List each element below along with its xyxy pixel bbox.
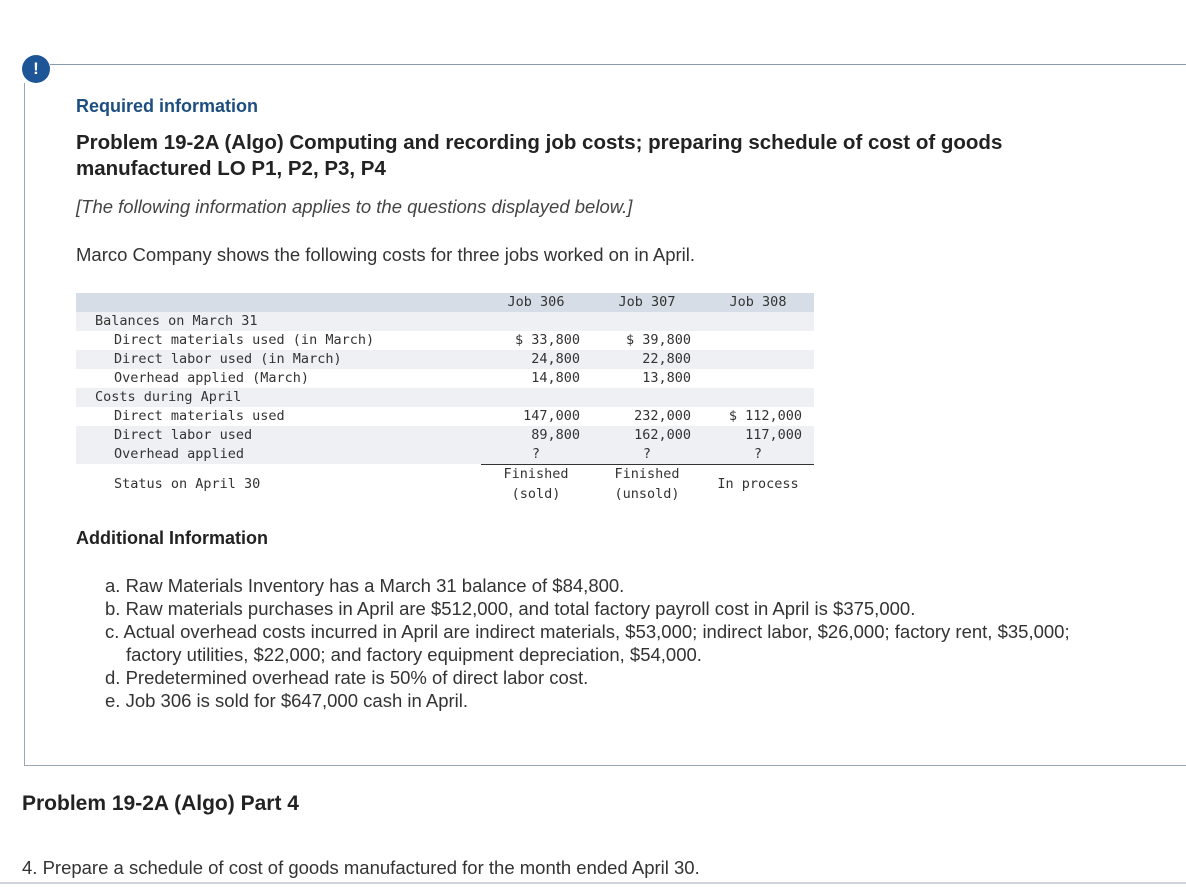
required-info-heading: Required information xyxy=(76,96,259,116)
cell-value: ? xyxy=(753,446,763,462)
part-title: Problem 19-2A (Algo) Part 4 xyxy=(22,792,299,815)
header-job-306: Job 306 xyxy=(507,294,565,310)
question-text: 4. Prepare a schedule of cost of goods manufactured for the month ended April 30. xyxy=(22,857,700,878)
list-item: a. Raw Materials Inventory has a March 31 balance of $84,800. xyxy=(105,575,625,596)
status-job-307-line2: (unsold) xyxy=(614,486,680,502)
bottom-divider xyxy=(0,882,1186,884)
status-job-306-line2: (sold) xyxy=(511,486,561,502)
cell-value: $ 33,800 xyxy=(514,332,580,348)
info-note: [The following information applies to the questions displayed below.] xyxy=(76,196,633,217)
section-april: Costs during April xyxy=(95,389,242,405)
top-divider xyxy=(50,64,1186,65)
row-label: Direct materials used xyxy=(114,408,285,424)
status-job-307-line1: Finished xyxy=(614,466,680,482)
row-label: Direct labor used (in March) xyxy=(114,351,342,367)
status-job-308: In process xyxy=(717,476,799,492)
status-job-306-line1: Finished xyxy=(503,466,569,482)
cell-value: 147,000 xyxy=(523,408,580,424)
cell-value: ? xyxy=(642,446,652,462)
additional-info-list xyxy=(105,574,1105,712)
cell-value: 14,800 xyxy=(531,370,580,386)
section-march: Balances on March 31 xyxy=(95,313,258,329)
header-job-308: Job 308 xyxy=(729,294,787,310)
cell-value: 24,800 xyxy=(531,351,580,367)
row-label: Direct materials used (in March) xyxy=(114,332,375,348)
table-underline xyxy=(481,464,814,465)
header-job-307: Job 307 xyxy=(618,294,676,310)
cell-value: 117,000 xyxy=(745,427,802,443)
list-item: c. Actual overhead costs incurred in April are indirect materials, $53,000; indirect labor, $26,000; factory rent, $35,000; factory utilities, $22,000; and factory equipment depreciation, $54,000. xyxy=(105,621,1070,665)
cell-value: 162,000 xyxy=(634,427,691,443)
status-label: Status on April 30 xyxy=(114,476,261,492)
cell-value: 22,800 xyxy=(642,351,691,367)
table-header-band xyxy=(76,293,814,312)
row-label: Overhead applied xyxy=(114,446,245,462)
cell-value: 232,000 xyxy=(634,408,691,424)
cell-value: ? xyxy=(531,446,541,462)
intro-text: Marco Company shows the following costs for three jobs worked on in April. xyxy=(76,244,696,265)
cell-value: $ 112,000 xyxy=(728,408,802,424)
cell-value: 89,800 xyxy=(531,427,580,443)
cell-value: 13,800 xyxy=(642,370,691,386)
list-item: b. Raw materials purchases in April are $512,000, and total factory payroll cost in April is $375,000. xyxy=(105,598,916,619)
additional-info-heading: Additional Information xyxy=(76,528,268,548)
row-label: Direct labor used xyxy=(114,427,253,443)
problem-title: Problem 19-2A (Algo) Computing and recording job costs; preparing schedule of cost of goods manufactured LO P1, P2, P3, P4 xyxy=(76,131,1003,180)
row-label: Overhead applied (March) xyxy=(114,370,310,386)
cell-value: $ 39,800 xyxy=(625,332,691,348)
alert-icon: ! xyxy=(22,55,50,83)
list-item: d. Predetermined overhead rate is 50% of direct labor cost. xyxy=(105,667,589,688)
list-item: e. Job 306 is sold for $647,000 cash in April. xyxy=(105,690,469,711)
